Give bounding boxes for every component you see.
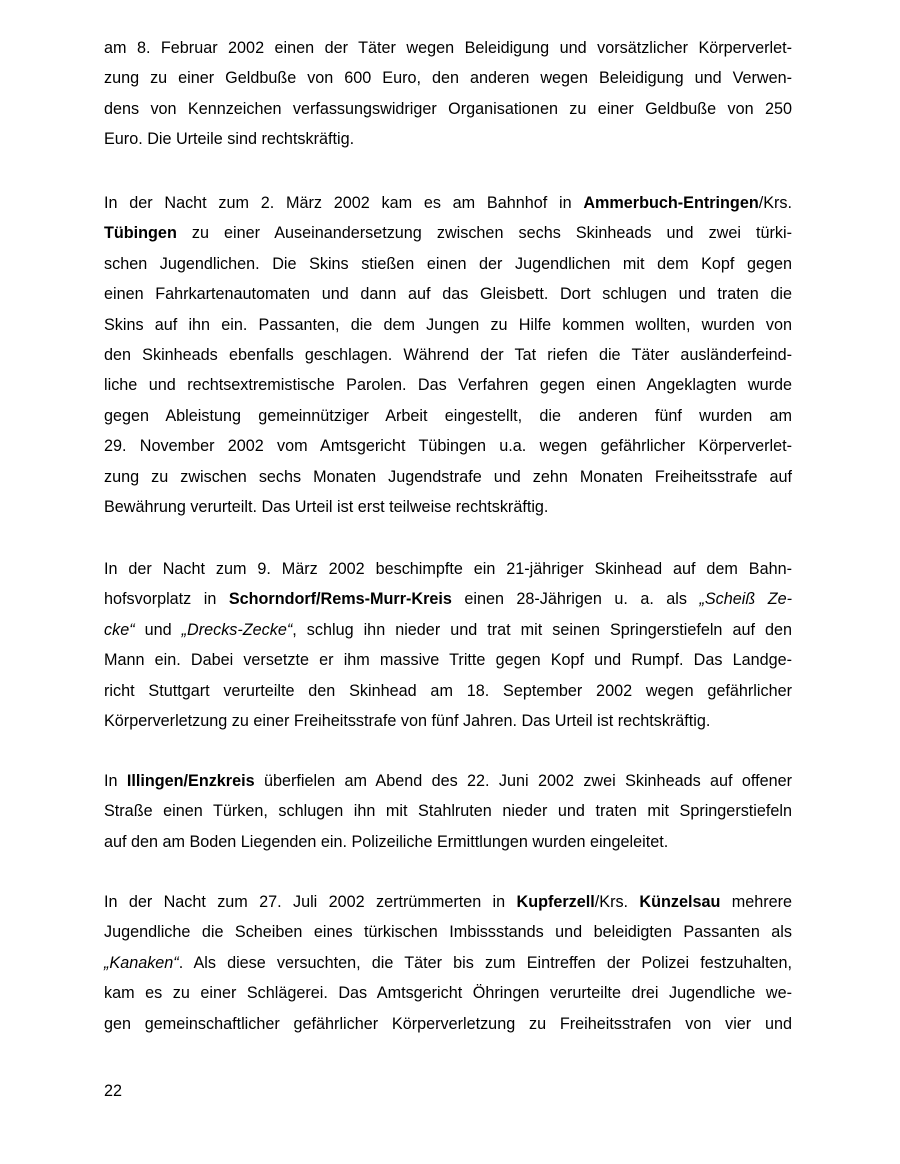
- text-run: Euro. Die Urteile sind rechtskräftig.: [104, 130, 355, 149]
- text-run: dens von Kennzeichen verfassungswidriger Organisationen zu einer Geldbuße von 250: [104, 99, 792, 118]
- text-run: richt Stuttgart verurteilte den Skinhead am 18. September 2002 wegen gefährlicher: [104, 681, 792, 700]
- text-run: gegen Ableistung gemeinnütziger Arbeit eingestellt, die anderen fünf wurden am: [104, 406, 792, 425]
- text-run: liche und rechtsextremistische Parolen. Das Verfahren gegen einen Angeklagten wurde: [104, 376, 792, 395]
- text-run: schen Jugendlichen. Die Skins stießen einen der Jugendlichen mit dem Kopf gegen: [104, 254, 792, 273]
- text-run: einen 28-Jährigen u. a. als: [451, 590, 700, 609]
- text-run: auf den am Boden Liegenden ein. Polizeiliche Ermittlungen wurden eingeleitet.: [104, 832, 669, 851]
- italic-quote: „Drecks-Zecke“: [181, 620, 293, 639]
- text-line: [104, 218, 792, 248]
- text-run: 29. November 2002 vom Amtsgericht Tübingen u.a. wegen gefährlicher Körperverlet-: [104, 437, 792, 456]
- text-run: Körperverletzung zu einer Freiheitsstrafe von fünf Jahren. Das Urteil ist rechtskräftig.: [104, 712, 711, 731]
- text-line: [104, 676, 792, 706]
- text-run: gen gemeinschaftlicher gefährlicher Körperverletzung zu Freiheitsstrafen von vier und: [104, 1014, 792, 1033]
- text-line: [104, 492, 792, 522]
- page-number: 22: [104, 1082, 123, 1100]
- text-run: /Krs.: [758, 194, 792, 212]
- text-run: In der Nacht zum 9. März 2002 beschimpfte ein 21-jähriger Skinhead auf dem Bahn-: [104, 560, 792, 578]
- bold-place-name: Schorndorf/Rems-Murr-Kreis: [228, 590, 452, 609]
- text-line: [104, 249, 792, 279]
- text-line: [104, 370, 792, 400]
- bold-place-name: Künzelsau: [639, 893, 721, 911]
- text-line: [104, 615, 792, 645]
- text-run: , schlug ihn nieder und trat mit seinen Springerstiefeln auf den: [292, 620, 792, 639]
- text-run: Straße einen Türken, schlugen ihn mit Stahlruten nieder und traten mit Springerstiefeln: [104, 802, 792, 821]
- text-line: [104, 948, 792, 978]
- text-run: Bewährung verurteilt. Das Urteil ist erst teilweise rechtskräftig.: [104, 498, 549, 517]
- text-run: einen Fahrkartenautomaten und dann auf das Gleisbett. Dort schlugen und traten die: [104, 285, 792, 304]
- text-line: [104, 766, 792, 796]
- text-run: zung zu zwischen sechs Monaten Jugendstrafe und zehn Monaten Freiheitsstrafe auf: [104, 467, 792, 486]
- text-run: kam es zu einer Schlägerei. Das Amtsgericht Öhringen verurteilte drei Jugendliche we-: [104, 984, 792, 1003]
- paragraph-2: [104, 188, 792, 522]
- text-line: [104, 401, 792, 431]
- text-line: [104, 827, 792, 857]
- text-line: [104, 124, 792, 154]
- paragraph-1: [104, 33, 792, 155]
- text-line: [104, 887, 792, 917]
- text-line: [104, 63, 792, 93]
- text-line: [104, 584, 792, 614]
- text-line: [104, 94, 792, 124]
- text-line: [104, 917, 792, 947]
- text-run: mehrere: [720, 893, 792, 911]
- text-run: überfielen am Abend des 22. Juni 2002 zwei Skinheads auf offener: [254, 772, 792, 790]
- text-line: [104, 978, 792, 1008]
- text-run: hofsvorplatz in: [104, 590, 229, 609]
- text-run: und: [134, 620, 182, 639]
- text-line: [104, 310, 792, 340]
- bold-place-name: Illingen/Enzkreis: [126, 772, 255, 790]
- bold-place-name: Ammerbuch-Entringen: [583, 194, 759, 212]
- text-line: [104, 279, 792, 309]
- italic-quote: „Kanaken“: [104, 953, 179, 972]
- text-line: [104, 796, 792, 826]
- text-run: zung zu einer Geldbuße von 600 Euro, den anderen wegen Beleidigung und Verwen-: [104, 69, 792, 88]
- italic-quote: „Scheiß Ze-: [699, 590, 792, 609]
- bold-place-name: Kupferzell: [516, 893, 595, 911]
- text-line: [104, 188, 792, 218]
- text-line: [104, 33, 792, 63]
- text-line: [104, 554, 792, 584]
- italic-quote: cke“: [104, 620, 135, 639]
- text-run: Jugendliche die Scheiben eines türkischen Imbissstands und beleidigten Passanten als: [104, 923, 792, 942]
- text-line: [104, 340, 792, 370]
- paragraph-4: [104, 766, 792, 857]
- text-line: [104, 431, 792, 461]
- text-run: Skins auf ihn ein. Passanten, die dem Jungen zu Hilfe kommen wollten, wurden von: [104, 315, 792, 334]
- text-run: zu einer Auseinandersetzung zwischen sechs Skinheads und zwei türki-: [176, 224, 792, 243]
- text-run: In der Nacht zum 27. Juli 2002 zertrümmerten in: [104, 893, 517, 911]
- text-run: Mann ein. Dabei versetzte er ihm massive Tritte gegen Kopf und Rumpf. Das Landge-: [104, 651, 792, 670]
- text-run: In der Nacht zum 2. März 2002 kam es am Bahnhof in: [104, 194, 584, 212]
- text-run: den Skinheads ebenfalls geschlagen. Während der Tat riefen die Täter ausländerfeind-: [104, 346, 792, 365]
- text-line: [104, 462, 792, 492]
- text-line: [104, 645, 792, 675]
- text-run: . Als diese versuchten, die Täter bis zum Eintreffen der Polizei festzuhalten,: [178, 953, 792, 972]
- paragraph-5: [104, 887, 792, 1039]
- bold-place-name: Tübingen: [104, 224, 177, 243]
- paragraph-3: [104, 554, 792, 736]
- text-run: In: [104, 772, 127, 790]
- text-run: am 8. Februar 2002 einen der Täter wegen Beleidigung und vorsätzlicher Körperverlet-: [104, 39, 792, 57]
- text-run: /Krs.: [594, 893, 640, 911]
- text-line: [104, 1009, 792, 1039]
- text-line: [104, 706, 792, 736]
